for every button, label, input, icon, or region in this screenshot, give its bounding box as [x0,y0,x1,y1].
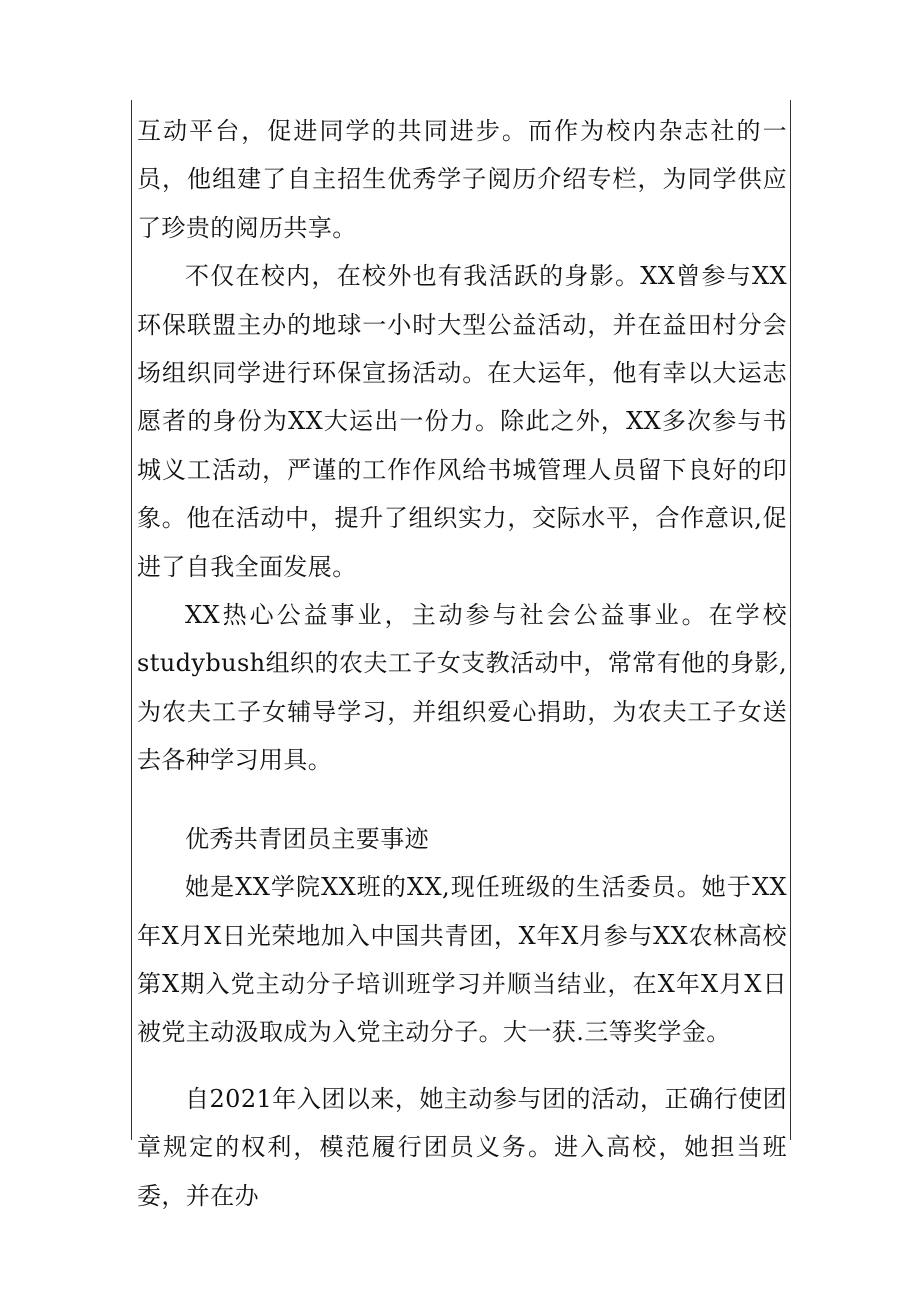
document-body [137,107,787,1220]
paragraph-3: XX热心公益事业，主动参与社会公益事业。在学校studybush组织的农夫工子女支教活动中，常常有他的身影,为农夫工子女辅导学习，并组织爱心捐助，为农夫工子女送去各种学习用具。 [137,601,787,775]
paragraph-4: 她是XX学院XX班的XX,现任班级的生活委员。她于XX年X月X日光荣地加入中国共青团，X年X月参与XX农林高校第X期入党主动分子培训班学习并顺当结业，在X年X月X日被党主动汲取成为入党主动分子。大一获.三等奖学金。 [137,873,787,1047]
section-title: 优秀共青团员主要事迹 [185,824,429,853]
paragraph-5: 自2021年入团以来，她主动参与团的活动，正确行使团章规定的权利，模范履行团员义务。进入高校，她担当班委，并在办 [137,1084,787,1210]
paragraph-1: 互动平台，促进同学的共同进步。而作为校内杂志社的一员，他组建了自主招生优秀学子阅历介绍专栏，为同学供应了珍贵的阅历共享。 [137,117,787,242]
paragraph-2: 不仅在校内，在校外也有我活跃的身影。XX曾参与XX环保联盟主办的地球一小时大型公益活动，并在益田村分会场组织同学进行环保宣扬活动。在大运年，他有幸以大运志愿者的身份为XX大运出一份力。除此之外，XX多次参与书城义工活动，严谨的工作作风给书城管理人员留下良好的印象。他在活动中，提升了组织实力，交际水平，合作意识,促进了自我全面发展。 [137,262,787,581]
